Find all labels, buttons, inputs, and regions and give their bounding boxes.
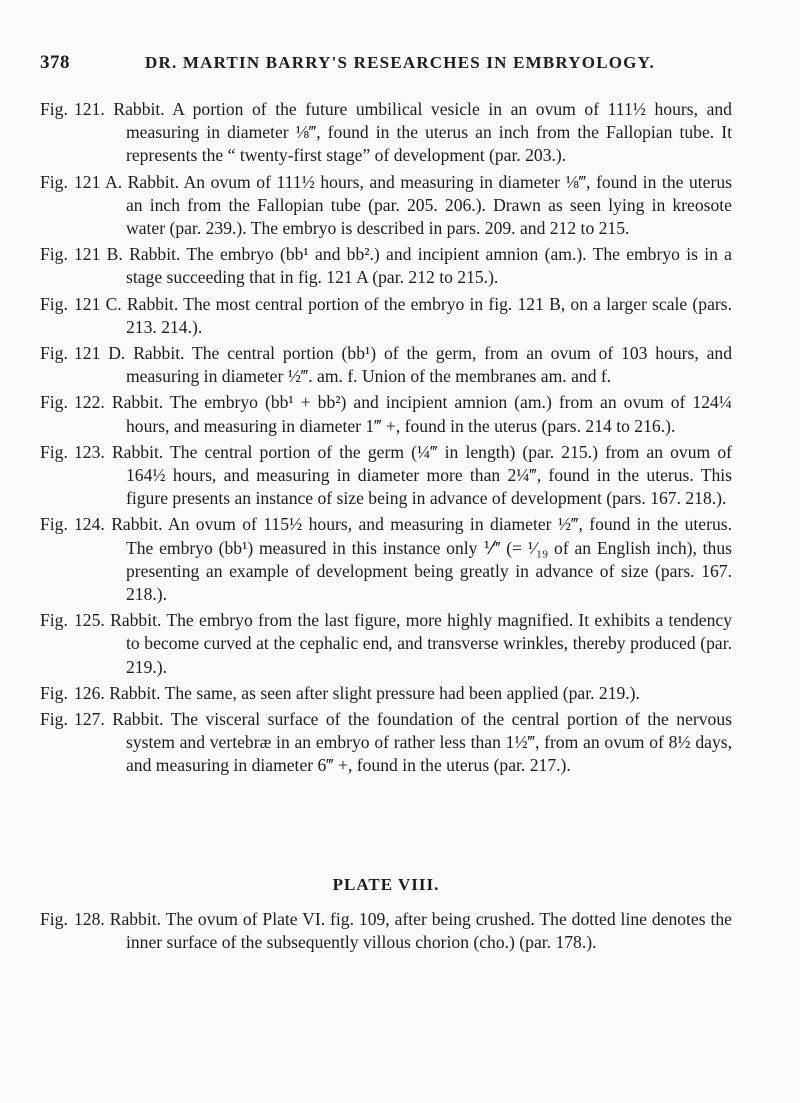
caption-text: Rabbit. The embryo from the last figure, more highly magnified. It exhibits a tendency to become curved at the cephalic end, and transverse wrinkles, thereby produced (par. 219.). xyxy=(110,610,732,677)
figure-caption xyxy=(40,243,732,289)
figure-number: 121 A. xyxy=(74,171,123,192)
figure-label: Fig. xyxy=(40,682,68,703)
caption-text: Rabbit. A portion of the future umbilical vesicle in an ovum of 111½ hours, and measuring in diameter ⅛‴, found in the uterus an inch from the Fallopian tube. It represents the “ twenty-first stage” of development (par. 203.). xyxy=(113,99,732,166)
figure-label: Fig. xyxy=(40,244,68,265)
caption-text: Rabbit. The embryo (bb¹ + bb²) and incipient amnion (am.) from an ovum of 124¼ hours, and measuring in diameter 1‴ +, found in the uterus (pars. 214 to 216.). xyxy=(111,392,733,436)
figure-label: Fig. xyxy=(40,392,68,413)
figure-captions-plate-viii xyxy=(40,908,732,957)
figure-number: 122. xyxy=(74,392,105,413)
caption-text: Rabbit. The ovum of Plate VI. fig. 109, after being crushed. The dotted line denotes the inner surface of the subsequently villous chorion (cho.) (par. 178.). xyxy=(109,909,732,953)
figure-caption xyxy=(40,391,732,437)
caption-text: Rabbit. An ovum of 115½ hours, and measuring in diameter ½‴, found in the uterus. The embryo (bb¹) measured in this instance only ⅟‴ (= ¹⁄₁₉ of an English inch), thus presenting an example of development being greatly in advance of size (pars. 167. 218.). xyxy=(111,514,732,605)
figure-number: 121. xyxy=(74,99,105,119)
figure-number: 121 B. xyxy=(74,244,123,265)
figure-caption xyxy=(40,609,732,679)
figure-captions xyxy=(40,98,732,781)
figure-label: Fig. xyxy=(40,514,68,535)
figure-caption xyxy=(40,908,732,954)
figure-number: 127. xyxy=(74,709,105,730)
figure-caption xyxy=(40,441,732,511)
plate-heading: PLATE VIII. xyxy=(332,875,440,894)
figure-number: 121 D. xyxy=(74,343,126,364)
figure-number: 126. xyxy=(74,682,105,703)
figure-label: Fig. xyxy=(40,99,68,119)
figure-caption xyxy=(40,682,732,705)
caption-text: Rabbit. The central portion of the germ (¼‴ in length) (par. 215.) from an ovum of 164½ hours, and measuring in diameter more than 2¼‴, found in the uterus. This figure presents an instance of size being in advance of development (pars. 167. 218.). xyxy=(111,441,732,509)
caption-text: Rabbit. The central portion (bb¹) of the germ, from an ovum of 103 hours, and measuring in diameter ½‴. am. f. Union of the membranes am. and f. xyxy=(126,343,733,387)
caption-text: Rabbit. The most central portion of the embryo in fig. 121 B, on a larger scale (pars. 213. 214.). xyxy=(126,293,732,337)
figure-number: 125. xyxy=(74,610,105,631)
running-head: DR. MARTIN BARRY'S RESEARCHES IN EMBRYOLOGY. xyxy=(145,53,655,72)
figure-label: Fig. xyxy=(40,171,68,192)
figure-caption xyxy=(40,708,732,778)
page-header xyxy=(40,52,730,76)
caption-text: Rabbit. The embryo (bb¹ and bb².) and incipient amnion (am.). The embryo is in a stage succeeding that in fig. 121 A (par. 212 to 215.). xyxy=(126,244,732,288)
figure-number: 123. xyxy=(74,441,105,462)
page-number: 378 xyxy=(40,52,70,73)
figure-caption xyxy=(40,293,732,339)
figure-label: Fig. xyxy=(40,709,68,730)
figure-label: Fig. xyxy=(40,343,68,364)
figure-label: Fig. xyxy=(40,610,68,631)
figure-label: Fig. xyxy=(40,909,68,929)
figure-caption xyxy=(40,342,732,388)
figure-number: 124. xyxy=(74,514,105,535)
figure-number: 128. xyxy=(74,909,105,929)
figure-label: Fig. xyxy=(40,441,68,462)
figure-caption xyxy=(40,171,732,241)
caption-text: Rabbit. An ovum of 111½ hours, and measuring in diameter ⅛‴, found in the uterus an inch from the Fallopian tube (par. 205. 206.). Drawn as seen lying in kreosote water (par. 239.). The embryo is described in pars. 209. and 212 to 215. xyxy=(126,171,732,239)
caption-text: Rabbit. The same, as seen after slight pressure had been applied (par. 219.). xyxy=(109,682,640,703)
figure-label: Fig. xyxy=(40,293,68,314)
figure-caption xyxy=(40,98,732,168)
figure-number: 121 C. xyxy=(74,293,122,314)
figure-caption xyxy=(40,513,732,606)
caption-text: Rabbit. The visceral surface of the foundation of the central portion of the nervous system and vertebræ in an embryo of rather less than 1½‴, from an ovum of 8½ days, and measuring in diameter 6‴ +, found in the uterus (par. 217.). xyxy=(112,709,732,776)
